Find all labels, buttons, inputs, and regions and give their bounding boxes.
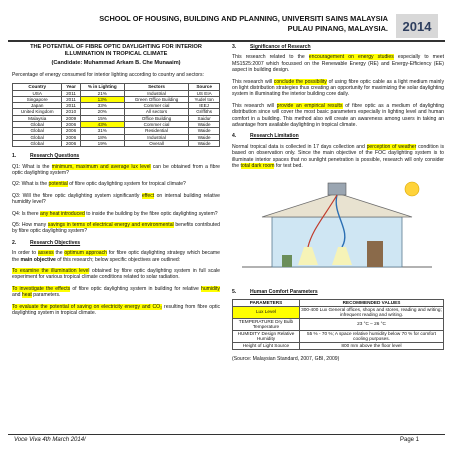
- col-sectors: Sectors: [124, 84, 189, 90]
- page-number: Page 1: [400, 437, 420, 443]
- cell: Singapore: [13, 96, 62, 102]
- text: This research will: [232, 102, 277, 109]
- section-title: Research Objectives: [30, 239, 81, 246]
- text: In order to: [12, 250, 38, 257]
- table-source: (Source: Malaysian Standard, 2007, GBI, 2009): [232, 355, 340, 362]
- table-row: [233, 318, 444, 330]
- text: of fibre optic daylighting system in building for relative: [70, 285, 202, 292]
- col-parameters: PARAMETERS: [233, 299, 300, 306]
- cell: Residential: [124, 128, 189, 134]
- highlight: total dark room: [240, 163, 275, 170]
- question-2: [12, 181, 220, 187]
- text: to inside the building by the fibre optic daylighting system?: [84, 210, 218, 217]
- page-header: [58, 14, 388, 34]
- text: can be obtained from a fibre optic daylighting system?: [12, 163, 220, 176]
- highlight: To evaluate the potential of saving on electricity energy and CO₂: [12, 303, 163, 310]
- cell: 2006: [62, 134, 80, 140]
- cell: Global: [13, 128, 62, 134]
- text: for test bed.: [274, 163, 303, 170]
- header-line-2: PULAU PINANG, MALAYSIA.: [287, 24, 388, 33]
- comfort-parameters-table: [232, 299, 444, 350]
- section-number: 3.: [232, 44, 237, 50]
- question-1: [12, 164, 220, 177]
- cell: Office Building: [124, 115, 189, 121]
- cell: 2011: [62, 96, 80, 102]
- highlight: provide an empirical results: [276, 102, 343, 109]
- objective-3: [12, 304, 220, 317]
- door-shape: [367, 241, 383, 267]
- section-research-objectives: [12, 240, 220, 246]
- text: of fibre optic as a medium of daylighting distribution since will cover the most basic parameters especially in lighting level and human comfort in a building. This method also will create an awareness among users in taking an advantage from available daylighting in tropical climate.: [232, 102, 444, 129]
- cell: Waide: [189, 134, 220, 140]
- section-title: Human Comfort Parameters: [250, 288, 318, 295]
- table-row: [233, 330, 444, 342]
- text: Q4: Is there: [12, 210, 41, 217]
- cell: United Kingdom: [13, 109, 62, 115]
- cell: 33%: [80, 103, 124, 109]
- cell: US EIA: [189, 90, 220, 96]
- section-number: 4.: [232, 133, 237, 140]
- cell: Japan: [13, 103, 62, 109]
- cell-highlighted: 13%: [80, 96, 124, 102]
- objective-2: [12, 286, 220, 299]
- cell: 21%: [80, 90, 124, 96]
- col-recommended: RECOMMENDED VALUES: [299, 299, 443, 306]
- cell: 19%: [80, 140, 124, 146]
- cell-highlighted: 43%: [80, 122, 124, 128]
- text: Q1: What is the: [12, 163, 52, 170]
- cell: 31%: [80, 128, 124, 134]
- col-year: Year: [62, 84, 80, 90]
- cell: Industrial: [124, 134, 189, 140]
- highlight: encouragement on energy studies: [308, 54, 394, 61]
- footer-divider: [8, 434, 445, 435]
- cell: Saidur: [189, 115, 220, 121]
- paper-title: THE POTENTIAL OF FIBRE OPTIC DAYLIGHTING FOR INTERIOR ILLUMINATION IN TROPICAL CLIMATE: [30, 44, 202, 57]
- cell-highlighted: Lux Level: [233, 306, 300, 318]
- highlight: perception of weather: [366, 143, 417, 150]
- text: Q5: How many: [12, 222, 48, 229]
- section-title: Significance of Research: [250, 44, 311, 50]
- highlight: potential: [48, 181, 68, 188]
- text: especially to meet MS1525:2007 which focussed on the Renewable Energy (RE) and Energy-Efficiency (EE) aspect in building design.: [232, 54, 445, 74]
- bold-text: main objective: [20, 256, 56, 263]
- table-header-row: [233, 299, 444, 306]
- text: This research related to the: [232, 54, 309, 61]
- candidate-name: (Candidate: Muhammad Arkam B. Che Munaaim): [51, 60, 181, 67]
- footer-left: Voce Viva 4th March 2014/: [14, 437, 86, 443]
- text: obtained by fibre optic daylighting system in full scale experiment for various tropical climate conditions related to solar radiation.: [12, 268, 220, 281]
- cell: 23 °C – 26 °C: [299, 318, 443, 330]
- cell: Malaysia: [13, 115, 62, 121]
- cell: 2006: [62, 128, 80, 134]
- cell: 20%: [80, 109, 124, 115]
- text: parameters.: [31, 292, 61, 299]
- cell: Waide: [189, 128, 220, 134]
- text: for fibre optic daylighting strategy which became the: [12, 250, 220, 263]
- cell: HUMIDITY Design Relative Humidity: [233, 330, 300, 342]
- text: Q3: Will the fibre optic daylighting system significantly: [12, 192, 142, 199]
- highlight: savings in terms of electrical energy and environmental: [47, 222, 174, 229]
- question-3: [12, 193, 220, 206]
- text: resulting from fibre optic daylighting system in tropical climate.: [12, 303, 221, 317]
- table-row: [233, 343, 444, 350]
- cell: 2009: [62, 115, 80, 121]
- cell: Global: [13, 134, 62, 140]
- section-significance: [232, 44, 444, 50]
- significance-paragraph-3: [232, 103, 444, 129]
- question-4: [12, 211, 220, 217]
- question-5: [12, 222, 220, 235]
- light-collector: [328, 183, 346, 195]
- highlight: any heat introduced: [40, 210, 85, 217]
- equipment-shape: [282, 255, 292, 267]
- text: of this research; below specific objectives are outlined:: [55, 256, 181, 263]
- text: Q2: What is the: [12, 181, 49, 188]
- cell: 18%: [80, 134, 124, 140]
- table-row: [233, 306, 444, 318]
- energy-lighting-table: [12, 83, 220, 147]
- col-country: Country: [13, 84, 62, 90]
- highlight: humidity: [201, 285, 220, 292]
- section-limitation: [232, 133, 444, 139]
- text: Normal tropical data is collected in 17 days collection and: [232, 143, 367, 150]
- section-number: 2.: [12, 239, 17, 246]
- cell: Waide: [189, 140, 220, 146]
- cell: USA: [13, 90, 62, 96]
- section-number: 5.: [232, 288, 237, 295]
- highlight: assess: [37, 250, 54, 257]
- cell: TEMPERATURE Dry Bulb Temperature: [233, 318, 300, 330]
- cell: Global: [13, 140, 62, 146]
- cell: 2006: [62, 122, 80, 128]
- cell: Waide: [189, 122, 220, 128]
- header-line-1: SCHOOL OF HOUSING, BUILDING AND PLANNING, UNIVERSITI SAINS MALAYSIA: [99, 14, 388, 23]
- significance-paragraph-2: [232, 79, 444, 98]
- sun-icon: [405, 182, 419, 196]
- left-column: [12, 44, 220, 322]
- section-human-comfort: [232, 289, 444, 295]
- highlight: To examine the illumination level: [12, 268, 90, 275]
- cell: IEEJ: [189, 103, 220, 109]
- cell: 2006: [62, 140, 80, 146]
- cell: Commer cial: [124, 103, 189, 109]
- cell: 300-400 Lux General offices, shops and stores, reading and writing; infrequent reading and writing.: [301, 306, 442, 318]
- cell: 2011: [62, 103, 80, 109]
- objectives-intro: [12, 250, 220, 263]
- cell: Height of Light Source: [233, 343, 300, 350]
- cell: Griffiths: [189, 109, 220, 115]
- col-lighting: % in Lighting: [80, 84, 124, 90]
- col-source: Source: [189, 84, 220, 90]
- section-title: Research Questions: [30, 153, 80, 160]
- cell: Overall: [124, 140, 189, 146]
- cell: All sectors: [124, 109, 189, 115]
- cell: 2010: [62, 109, 80, 115]
- right-column: [232, 44, 444, 367]
- text: and: [12, 292, 22, 299]
- text: on internal building relative humidity level?: [12, 192, 220, 206]
- section-number: 1.: [12, 153, 17, 160]
- highlight: effect: [141, 192, 155, 199]
- text: condition is based on observation only. Since the main objective of the FOC daylighting system is to illuminate interior spaces that no sunlight penetration is possible, research will only consider the: [232, 143, 444, 170]
- cell: 15%: [80, 115, 124, 121]
- text: of using fibre optic cable as a light medium mainly on light distribution strategies thus creating an opportunity for maximizing the solar daylighting system in illuminating the interior building core daily.: [232, 78, 444, 98]
- highlight: minimum, maximum and average lux level: [51, 163, 151, 170]
- text: of fibre optic daylighting system for tropical climate?: [67, 181, 186, 188]
- text: the: [53, 250, 65, 257]
- cell: Global: [13, 122, 62, 128]
- table-intro: Percentage of energy consumed for interior lighting according to country and sectors:: [12, 71, 204, 78]
- cell: Green Office Building: [124, 96, 189, 102]
- text: benefits contributed by fibre optic daylighting system?: [12, 222, 221, 235]
- cell: Yudel ton: [189, 96, 220, 102]
- highlight: heat: [21, 292, 32, 299]
- section-research-questions: [12, 153, 220, 159]
- header-divider: [8, 40, 445, 42]
- highlight: To investigate the effects: [12, 285, 71, 292]
- text: This research will: [232, 78, 274, 85]
- highlight: optimum approach: [64, 250, 108, 257]
- cell: 800 mm above the floor level: [299, 343, 443, 350]
- cell: 2011: [62, 90, 80, 96]
- cell: Industrial: [124, 90, 189, 96]
- section-title: Research Limitation: [250, 133, 299, 140]
- cell: 55 % - 70 %; A space relative humidity below 70 % for comfort cooling purposes.: [299, 330, 443, 342]
- highlight: conclude the possibility: [273, 78, 327, 85]
- year-badge: 2014: [396, 14, 438, 38]
- objective-1: [12, 268, 220, 281]
- limitation-paragraph: [232, 144, 444, 170]
- significance-paragraph-1: [232, 54, 444, 73]
- table-row: [13, 140, 220, 146]
- test-room-diagram: [232, 175, 440, 283]
- cell: Commer cial: [124, 122, 189, 128]
